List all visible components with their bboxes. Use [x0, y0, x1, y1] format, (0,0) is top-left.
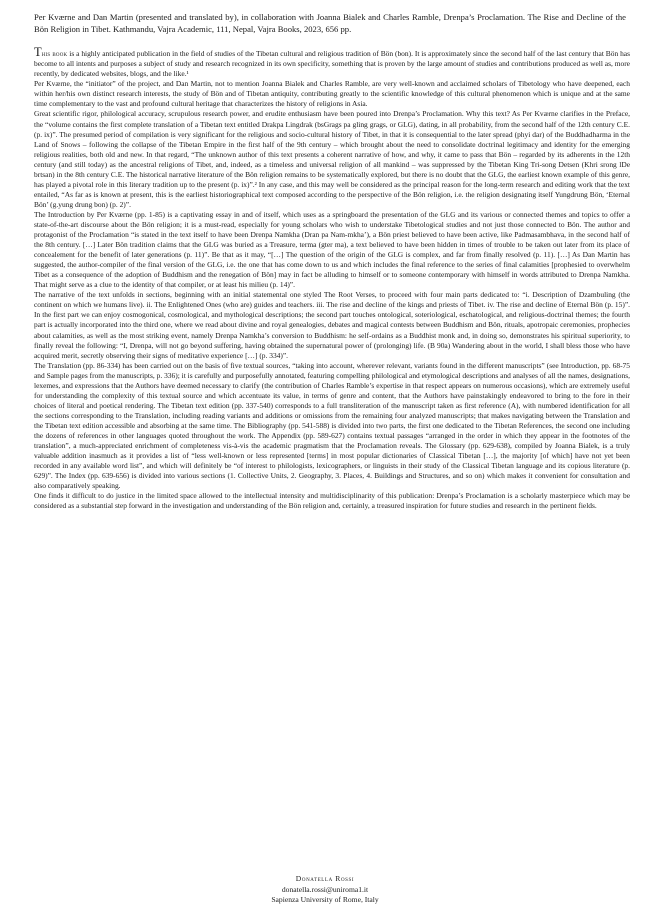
lead-words: his book [41, 49, 68, 59]
reviewer-name: Donatella Rossi [295, 874, 355, 883]
paragraph-narrative: The narrative of the text unfolds in sections, beginning with an initial statemental one styled The Root Verses, to proceed with four main parts dedicated to: “i. Description of Dzambuling (the continent on which we humans live). ii. The Enlightened Ones (who are) guides and teachers. iii. The rise and decline of the kings and priests of Tibet. iv. The rise and decline of Eternal Bön (p. 15)”. In the first part we can enjoy cosmogonical, cosmological, and mythological descriptions; the second part touches ontological, soteriological, eschatological, and religious-doctrinal themes; the fourth part is actually incorporated into the third one, where we read about divine and royal genealogies, debates and magical contests between Buddhism and Bön, rituals, apotropaic ceremonies, prophecies about calamities, as well as the most striking event, namely Drenpa Namkha’s conversion to Buddhism: he self-ordains as a Buddhist monk and, in doing so, demonstrates his spiritual superiority, to finally reveal the following: “I, Drenpa, will not go beyond suffering, having obtained the supernatural power of (prolonging) life. (B 90a) Wandering about in the world, I shall bless those who have acquired merit, secretly observing their signs of meditative experience […] (p. 334)”. [34, 290, 630, 360]
reviewer-signature [0, 874, 650, 906]
paragraph-conclusion: One finds it difficult to do justice in the limited space allowed to the intellectual intensity and multidisciplinarity of this publication: Drenpa’s Proclamation is a scholarly masterpiece which may be considered as a substantial step forward in the investigation and understanding of the Bön religion and, certainly, a treasured inspiration for future studies and research in the pertinent fields. [34, 491, 630, 511]
drop-cap: T [34, 45, 42, 60]
paragraph-text: is a highly anticipated publication in the field of studies of the Tibetan cultural and religious tradition of Bön (bon). It is approximately since the second half of the last century that Bön has become to all intents and purposes a subject of study and research recognized in its own specificity, something that is proven by the large amount of studies and contributions produced as well as, more recently, by dedicated websites, blogs, and the like.¹ [34, 49, 631, 79]
paragraph-translation: The Translation (pp. 86-334) has been carried out on the basis of five textual sources, “taking into account, wherever relevant, variants found in the different manuscripts” (see Introduction, pp. 68-75 and Sample pages from the manuscripts, p. 336); it is carefully and purposefully annotated, featuring compelling philological and etymological descriptions and analyses of all the names, designations, lexemes, and expressions that the Authors have deemed necessary to clarify (the contribution of Charles Ramble’s expertise in that respect appears on numerous occasions), which are extremely useful for understanding the complexity of this textual source and which accentuate its value, in terms of genre and content, that the Authors have painstakingly endeavored to bring to the fore in their choices of literal and poetical rendering. The Tibetan text edition (pp. 337-540) corresponds to a full transliteration of the manuscript taken as first reference (A), with numbered identification for all the sections corresponding to the Translation, including reading variants and additions or omissions from the remaining four analyzed manuscripts; that makes navigating between the Translation and the Tibetan text edition accessible and absorbing at the same time. The Bibliography (pp. 541-588) is divided into two parts, the first one dedicated to the Tibetan References, the second one including the dozens of references in other languages quoted throughout the work. The Appendix (pp. 589-627) contains textual passages “arranged in the order in which they appear in the footnotes of the translation”, a much-appreciated enrichment of completeness vis-à-vis the academic pragmatism that the Proclamation reveals. The Glossary (pp. 629-638), compiled by Joanna Bialek, is a truly valuable addition inasmuch as it provides a list of “less well-known or less represented [terms] in most popular dictionaries of Classical Tibetan […], the majority [of which] have not yet been recorded in any available word list”, and which will definitely be “of interest to philologists, lexicographers, or linguists in their study of the Classical Tibetan language and its copious literature (p. 629)”. The Index (pp. 639-656) is divided into various sections (1. Collective Units, 2. Geography, 3. Places, 4. Buildings and Structures, and so on) which makes it convenient for consultation and also comparatively speaking. [34, 360, 630, 491]
paragraph-why-this-text: Great scientific rigor, philological accuracy, scrupulous research power, and erudite enthusiasm have been poured into Drenpa’s Proclamation. Why this text? As Per Kværne clarifies in the Preface, the “volume contains the first complete translation of a Tibetan text entitled Drakpa Lingdrak (bsGrags pa gling grags, or GLG), dating, in all probability, from the second half of the 12th century C.E. (p. ix)”. The presumed period of compilation is very significant for the religious and socio-cultural history of Tibet, in that it is consequential to the later spread (phyi dar) of the Buddhadharma in the Land of Snows – following the collapse of the Tibetan Empire in the first half of the 9th century – which brought about the need to consolidate doctrinal legitimacy and identity for the emerging religious realities, both old and new. In that regard, “The unknown author of this text presents a coherent narrative of how, and why, it came to pass that Bön – regarded by its adherents in the 12th century (and still today) as the ancestral religions of Tibet, and, indeed, as a timeless and universal religion of all mankind – was suppressed by the Tibetan King Tri-song Detsen (Khri srong lDe brtsan) in the 8th century C.E. The historical narrative literature of the Bön religion remains to be systematically explored, but there is no doubt that the GLG, the earliest known example of this genre, has played a pivotal role in this literary tradition up to the present (p. ix)”.² In any case, and this may well be considered as the principal reason for the long-term research and editing work that the text entailed, “As far as is known at present, this is the earliest historiographical text composed according to the perspective of the Bön religion, i.e. the religion designating itself Yungdrung Bön, ‘Eternal Bön’ (g.yung drung bon) (p. 2)”. [34, 109, 630, 209]
book-citation [34, 12, 626, 35]
citation-text: Per Kværne and Dan Martin (presented and translated by), in collaboration with Joanna Bialek and Charles Ramble, Drenpa’s Proclamation. The Rise and Decline of the Bön Religion in Tibet. Kathmandu, Vajra Academic, 111, Nepal, Vajra Books, 2023, 656 pp. [34, 12, 626, 34]
paragraph-authors: Per Kværne, the “initiator” of the project, and Dan Martin, not to mention Joanna Bialek and Charles Ramble, are very well-known and acclaimed scholars of Tibetology who have deepened, each within her/his own distinct research interests, the study of Bön and of Tibetan antiquity, contributing greatly to the scientific knowledge of this cultural phenomenon which is unique and at the same time complementary to the vast and profound cultural heritage that characterizes the history of religions in Asia. [34, 79, 630, 109]
paragraph-intro [34, 45, 631, 79]
review-body [34, 45, 631, 511]
reviewer-email[interactable]: donatella.rossi@uniroma1.it [281, 885, 369, 895]
paragraph-introduction: The Introduction by Per Kværne (pp. 1-85) is a captivating essay in and of itself, which uses as a springboard the presentation of the GLG and its various or connected themes and topics to offer a state-of-the-art discourse about the Bön religion; it is a must-read, especially for young scholars who wish to understake Tibetological studies and not just those connected to Bön. The author and protagonist of the Proclamation “is stated in the text itself to have been Drenpa Namkha (Dran pa Nam-mkha’), a Bön priest believed to have been active, like Padmasambhava, in the second half of the 8th century. […] Later Bön tradition claims that the GLG was buried as a Treasure, terma (gter ma), a text believed to have been hidden in times of trouble to be taken out later from its place of concealement for the benefit of later generations (p. 11)”. Be that as it may, “[…] The question of the origin of the GLG is complex, and far from finally resolved (p. 11). […] As Dan Martin has suggested, the author-compiler of the final version of the GLG, i.e. the one that has come down to us and which includes the final reference to the series of final calamities [prophesied to overwhelm Tibet as a consequence of the adoption of Buddhism and the renegation of Bön] may in fact be alluding to himself or to someone contemporary with himself in words attributed to Drenpa Namkha. That might serve as a clue to the identity of that compiler, or at least his milieu (p. 14)”. [34, 209, 630, 290]
reviewer-affiliation: Sapienza University of Rome, Italy [271, 895, 379, 905]
